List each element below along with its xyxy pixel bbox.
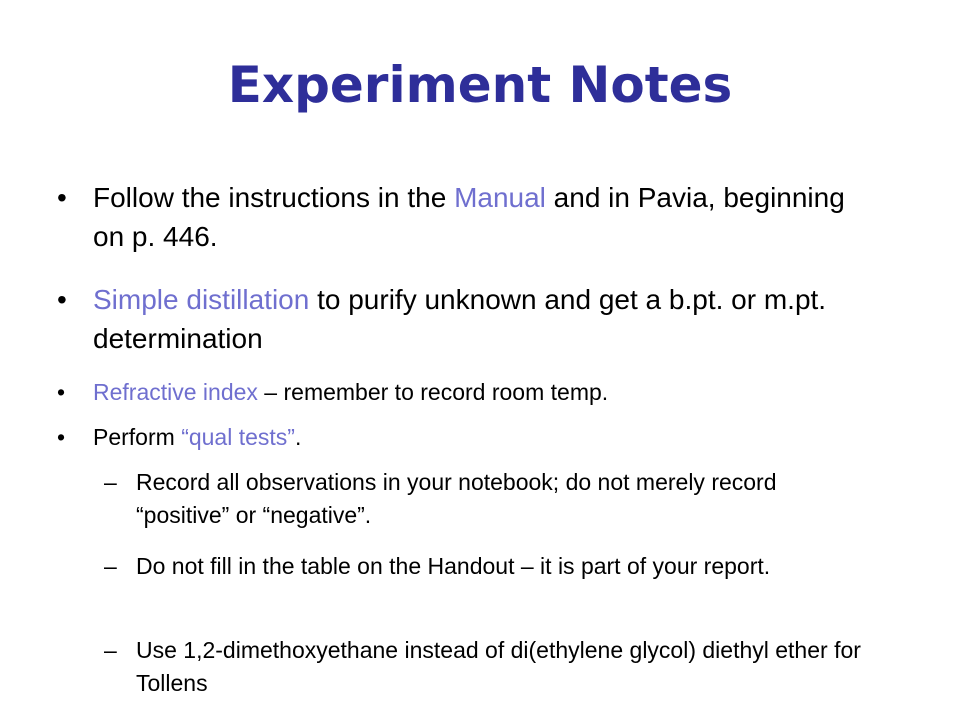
bullet-qual-tests: [57, 421, 873, 453]
bullet-text-post: to purify unknown and get a b.pt. or m.pt. determination: [93, 284, 827, 354]
bullet-marker: •: [57, 379, 66, 405]
sub-bullet-marker: –: [104, 469, 117, 495]
sub-bullet-dimethoxyethane: [104, 634, 876, 700]
bullet-simple-distillation: [57, 280, 873, 358]
bullet-text-post: .: [294, 424, 302, 450]
manual-highlight: Manual: [454, 182, 546, 213]
sub-bullet-text: Do not fill in the table on the Handout – it is part of your report.: [136, 553, 771, 579]
sub-bullet-marker: –: [104, 637, 117, 663]
sub-bullet-handout-table: [104, 550, 876, 583]
sub-bullet-record-observations: [104, 466, 876, 532]
bullet-text-post: and in Pavia, beginning on p. 446.: [93, 182, 845, 252]
refractive-index-highlight: Refractive index: [93, 379, 258, 405]
sub-bullet-text: Record all observations in your notebook; do not merely record “positive” or “negative”.: [136, 469, 777, 528]
bullet-text: [93, 421, 873, 453]
bullet-text-post: – remember to record room temp.: [257, 379, 609, 405]
qual-tests-highlight: “qual tests”: [181, 424, 295, 450]
bullet-marker: •: [57, 182, 67, 213]
bullet-text-pre: Perform: [93, 424, 182, 450]
bullet-follow-instructions: [57, 178, 873, 256]
bullet-refractive-index: [57, 376, 873, 408]
sub-bullet-marker: –: [104, 553, 117, 579]
bullet-marker: •: [57, 424, 66, 450]
bullet-marker: •: [57, 284, 67, 315]
bullet-text-pre: Follow the instructions in the: [93, 182, 455, 213]
bullet-text: [93, 178, 873, 256]
slide-title: Experiment Notes: [227, 56, 733, 114]
bullet-text: [93, 280, 873, 358]
sub-bullet-text: Use 1,2-dimethoxyethane instead of di(ethylene glycol) diethyl ether for Tollens: [136, 637, 861, 696]
simple-distillation-highlight: Simple distillation: [93, 284, 310, 315]
bullet-text: [93, 376, 873, 408]
